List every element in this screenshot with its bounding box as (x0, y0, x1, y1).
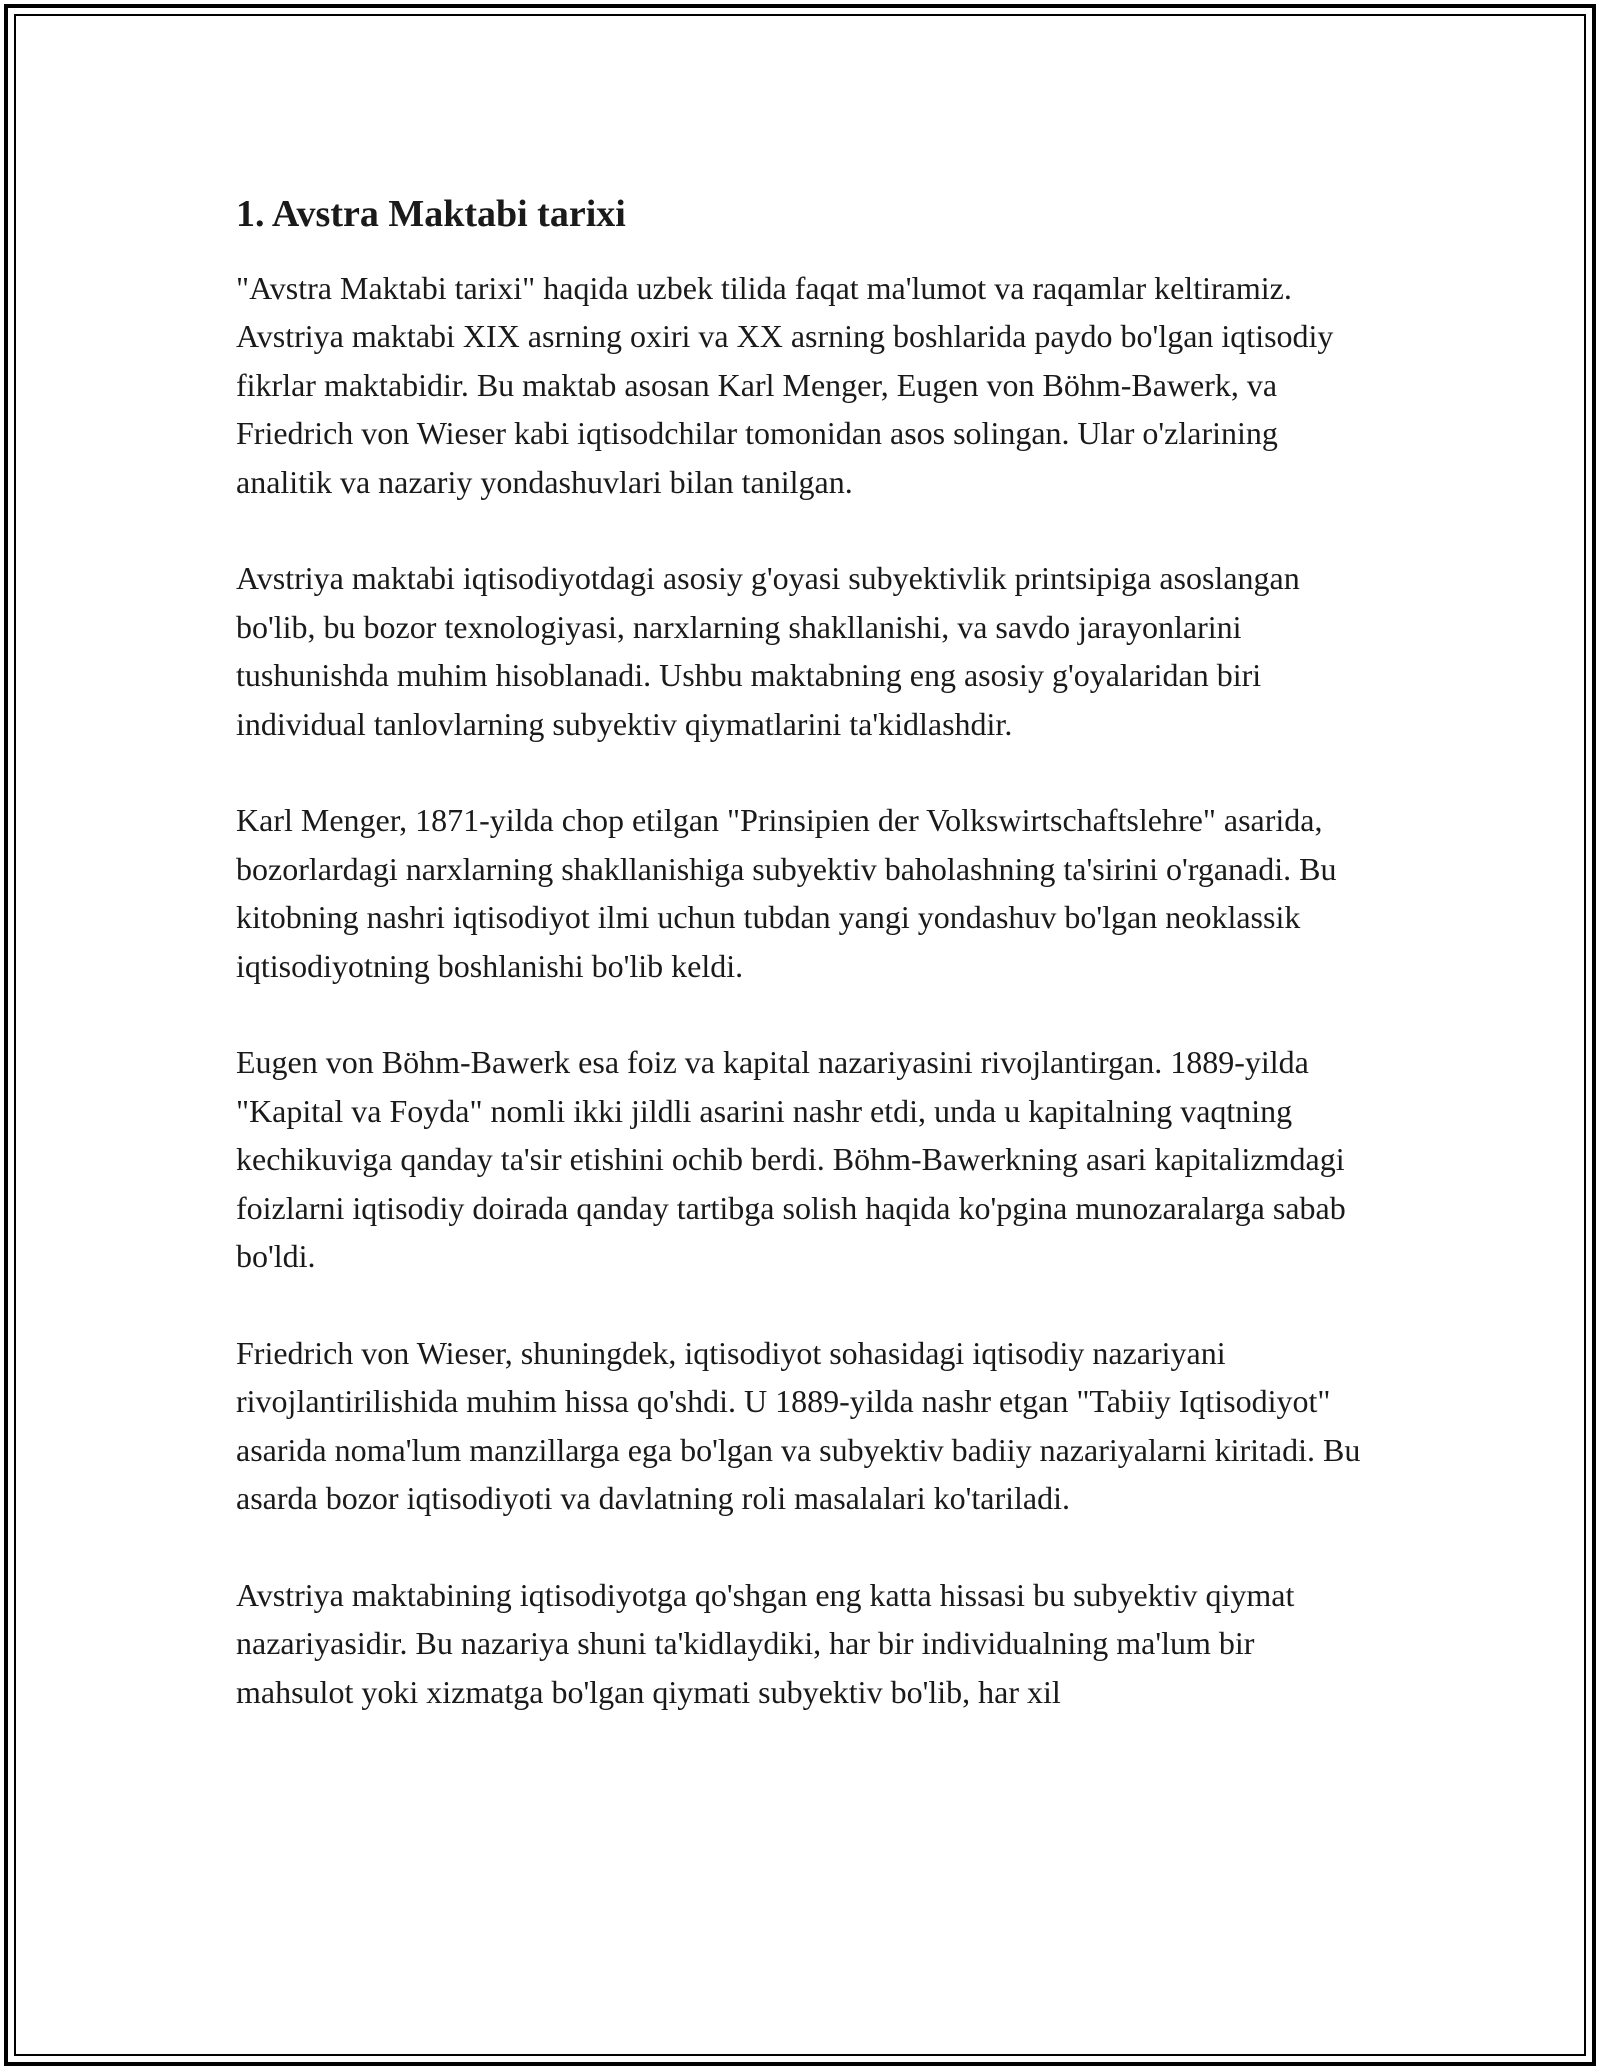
paragraph-1: "Avstra Maktabi tarixi" haqida uzbek tilida faqat ma'lumot va raqamlar keltiramiz. Avstriya maktabi XIX asrning oxiri va XX asrning boshlarida paydo bo'lgan iqtisodiy fikrlar maktabidir. Bu maktab asosan Karl Menger, Eugen von Böhm-Bawerk, va Friedrich von Wieser kabi iqtisodchilar tomonidan asos solingan. Ular o'zlarining analitik va nazariy yondashuvlari bilan tanilgan. (236, 270, 1334, 500)
section-title: 1. Avstra Maktabi tarixi (236, 193, 626, 235)
paragraph-6: Avstriya maktabining iqtisodiyotga qo'shgan eng katta hissasi bu subyektiv qiymat nazariyasidir. Bu nazariya shuni ta'kidlaydiki, har bir individualning ma'lum bir mahsulot yoki xizmatga bo'lgan qiymati subyektiv bo'lib, har xil (236, 1576, 1295, 1710)
paragraph-5: Friedrich von Wieser, shuningdek, iqtisodiyot sohasidagi iqtisodiy nazariyani rivojlantirilishida muhim hissa qo'shdi. U 1889-yilda nashr etgan "Tabiiy Iqtisodiyot" asarida noma'lum manzillarga ega bo'lgan va subyektiv badiiy nazariyalarni kiritadi. Bu asarda bozor iqtisodiyoti va davlatning roli masalalari ko'tariladi. (236, 1334, 1361, 1517)
paragraph-4: Eugen von Böhm-Bawerk esa foiz va kapital nazariyasini rivojlantirgan. 1889-yilda "Kapital va Foyda" nomli ikki jildli asarini nashr etdi, unda u kapitalning vaqtning kechikuviga qanday ta'sir etishini ochib berdi. Böhm-Bawerkning asari kapitalizmdagi foizlarni iqtisodiy doirada qanday tartibga solish haqida ko'pgina munozaralarga sabab bo'ldi. (236, 1044, 1346, 1275)
paragraph-3: Karl Menger, 1871-yilda chop etilgan "Prinsipien der Volkswirtschaftslehre" asarida, bozorlardagi narxlarning shakllanishiga subyektiv baholashning ta'sirini o'rganadi. Bu kitobning nashri iqtisodiyot ilmi uchun tubdan yangi yondashuv bo'lgan neoklassik iqtisodiyotning boshlanishi bo'lib keldi. (236, 802, 1337, 984)
document-body (236, 188, 1366, 1765)
paragraph-2: Avstriya maktabi iqtisodiyotdagi asosiy g'oyasi subyektivlik printsipiga asoslangan bo'lib, bu bozor texnologiyasi, narxlarning shakllanishi, va savdo jarayonlarini tushunishda muhim hisoblanadi. Ushbu maktabning eng asosiy g'oyalaridan biri individual tanlovlarning subyektiv qiymatlarini ta'kidlashdir. (236, 560, 1300, 742)
